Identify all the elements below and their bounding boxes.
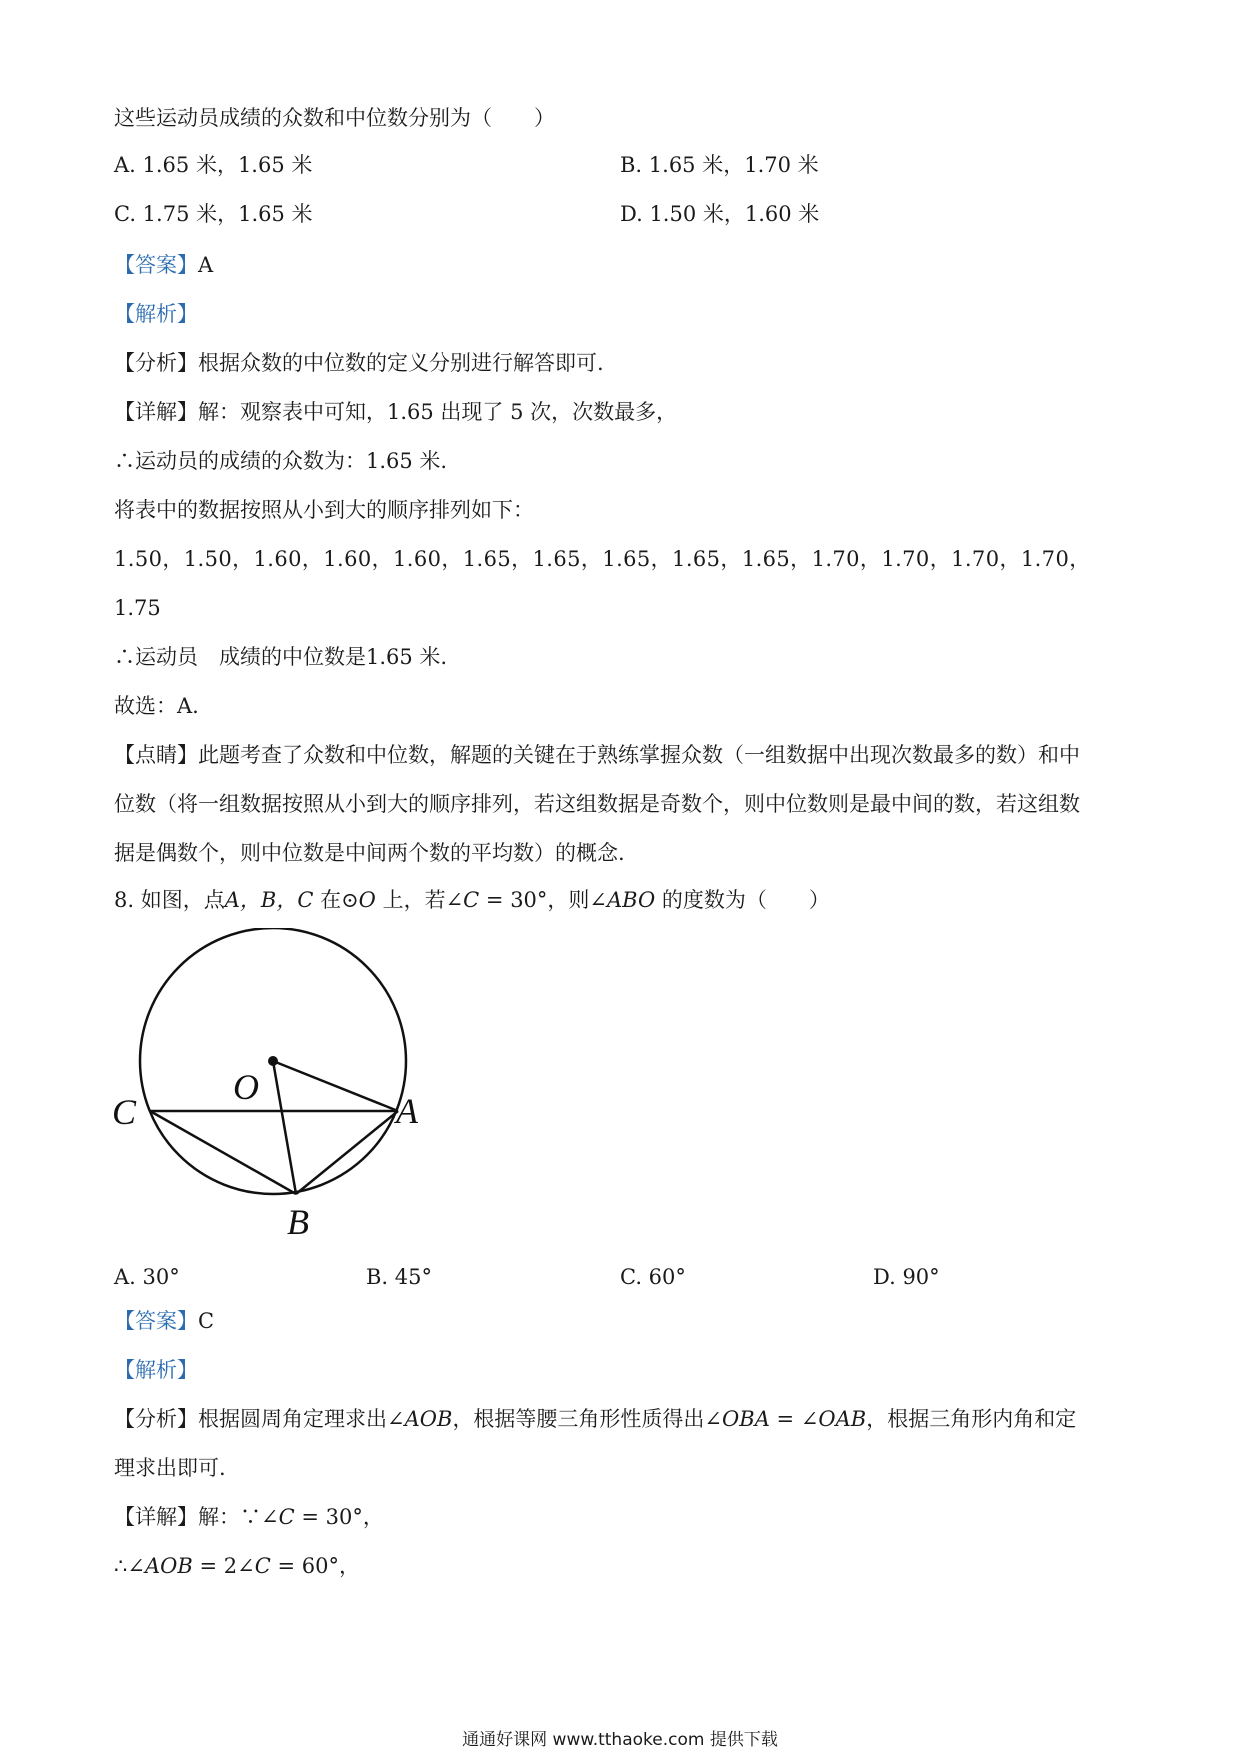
q8-option-a: A. 30°	[114, 1265, 180, 1289]
center-point-o	[268, 1056, 278, 1066]
segment-ob	[273, 1061, 296, 1194]
q8-stem-mid: 在⊙	[313, 888, 359, 912]
q7-dianjing-text-1: 此题考查了众数和中位数，解题的关键在于熟练掌握众数（一组数据中出现次数最多的数）和中	[198, 743, 1080, 767]
q8-fenxi-1	[114, 1404, 1076, 1434]
q8-fenxi-tag: 【分析】	[114, 1407, 198, 1431]
segment-ba	[296, 1111, 398, 1194]
q8-option-c: C. 60°	[620, 1265, 686, 1289]
q7-fenxi-tag: 【分析】	[114, 351, 198, 375]
q8-stem-val: = 30°，则∠	[479, 888, 608, 912]
q8-xiangjie-1a: 解：∵∠	[198, 1505, 279, 1529]
q7-dianjing-tag: 【点睛】	[114, 743, 198, 767]
q7-xiangjie-4: ∴运动员 成绩的中位数是1.65 米.	[114, 645, 448, 669]
q8-xiangjie-2b: AOB	[144, 1554, 193, 1578]
q8-stem-if: 上，若∠	[375, 888, 464, 912]
q8-fenxi-1f: OAB	[818, 1407, 867, 1431]
q8-answer-line	[114, 1306, 214, 1336]
q8-xiangjie-2c: = 2∠	[192, 1554, 255, 1578]
q7-xiangjie-3: 将表中的数据按照从小到大的顺序排列如下：	[114, 498, 534, 522]
q8-option-b: B. 45°	[366, 1265, 433, 1289]
q8-answer: C	[198, 1309, 215, 1333]
q8-stem-prefix: 8. 如图，点	[114, 888, 225, 912]
q7-answer: A	[198, 253, 214, 277]
q7-dianjing-3: 据是偶数个，则中位数是中间两个数的平均数）的概念.	[114, 841, 625, 865]
q8-stem-c: C	[463, 888, 480, 912]
q7-analysis-tag: 【解析】	[114, 302, 198, 326]
q8-fenxi-1a: 根据圆周角定理求出∠	[198, 1407, 405, 1431]
segment-oa	[273, 1061, 398, 1111]
q7-dianjing-2: 位数（将一组数据按照从小到大的顺序排列，若这组数据是奇数个，则中位数则是最中间的数，若这组数	[114, 792, 1080, 816]
q7-option-d: D. 1.50 米，1.60 米	[620, 202, 820, 226]
q8-stem-end: 的度数为（ ）	[655, 888, 830, 912]
label-o: O	[233, 1067, 259, 1107]
q7-data-list: 1.50，1.50，1.60，1.60，1.60，1.65，1.65，1.65，1.65，1.65，1.70，1.70，1.70，1.70，	[114, 547, 1091, 571]
q7-answer-tag: 【答案】	[114, 253, 198, 277]
q7-xiangjie-1	[114, 397, 677, 427]
segment-cb	[150, 1111, 296, 1194]
q7-xiangjie-2: ∴运动员的成绩的众数为：1.65 米.	[114, 449, 448, 473]
q8-answer-tag: 【答案】	[114, 1309, 198, 1333]
q8-stem	[114, 885, 830, 915]
q8-xiangjie-2	[114, 1551, 360, 1581]
circle-geometry-figure	[110, 928, 430, 1248]
q8-option-d: D. 90°	[873, 1265, 940, 1289]
q8-xiangjie-2e: = 60°，	[270, 1554, 360, 1578]
q8-fenxi-1b: AOB	[404, 1407, 453, 1431]
q7-data-last: 1.75	[114, 596, 161, 620]
q7-option-c: C. 1.75 米，1.65 米	[114, 202, 313, 226]
q7-option-a: A. 1.65 米，1.65 米	[114, 153, 313, 177]
q7-fenxi	[114, 348, 604, 378]
q8-fenxi-2: 理求出即可.	[114, 1456, 226, 1480]
q8-xiangjie-1	[114, 1502, 384, 1532]
q8-analysis-tag: 【解析】	[114, 1358, 198, 1382]
q7-dianjing-1	[114, 740, 1080, 770]
q8-stem-circle-o: O	[358, 888, 376, 912]
q7-fenxi-text: 根据众数的中位数的定义分别进行解答即可.	[198, 351, 604, 375]
q7-answer-line	[114, 250, 213, 280]
label-b: B	[287, 1202, 309, 1242]
q8-xiangjie-tag: 【详解】	[114, 1505, 198, 1529]
q8-stem-abo: ABO	[607, 888, 656, 912]
q7-xiangjie-tag: 【详解】	[114, 400, 198, 424]
page-footer: 通通好课网 www.tthaoke.com 提供下载	[462, 1730, 778, 1750]
q8-xiangjie-1c: = 30°，	[294, 1505, 384, 1529]
q8-fenxi-1d: OBA	[722, 1407, 770, 1431]
q8-fenxi-1e: = ∠	[769, 1407, 819, 1431]
q8-fenxi-1g: ，根据三角形内角和定	[866, 1407, 1077, 1431]
q8-xiangjie-2a: ∴∠	[114, 1554, 145, 1578]
q8-stem-points: A，B，C	[224, 888, 314, 912]
q7-stem: 这些运动员成绩的众数和中位数分别为（ ）	[114, 106, 555, 130]
q8-fenxi-1c: ，根据等腰三角形性质得出∠	[452, 1407, 723, 1431]
q7-xiangjie-text-1: 解：观察表中可知，1.65 出现了 5 次，次数最多，	[198, 400, 678, 424]
q7-xiangjie-5: 故选：A.	[114, 694, 199, 718]
q8-xiangjie-1b: C	[278, 1505, 295, 1529]
label-c: C	[112, 1092, 137, 1132]
q7-option-b: B. 1.65 米，1.70 米	[620, 153, 819, 177]
q8-xiangjie-2d: C	[254, 1554, 271, 1578]
label-a: A	[396, 1091, 418, 1131]
